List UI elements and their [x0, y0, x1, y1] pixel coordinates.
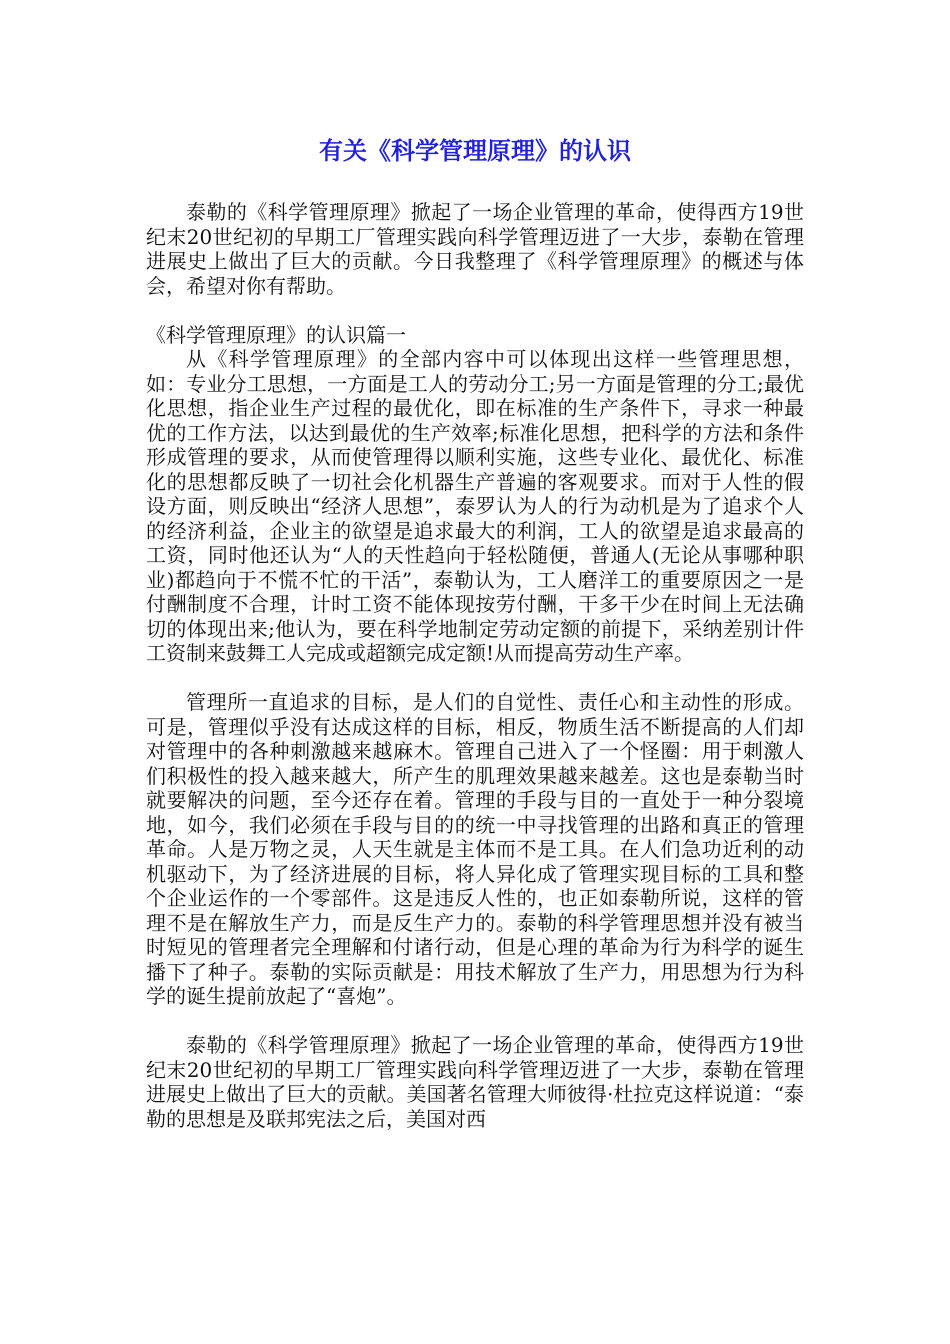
document-body [146, 200, 804, 1131]
body-paragraph-2: 管理所一直追求的目标，是人们的自觉性、责任心和主动性的形成。可是，管理似乎没有达成这样的目标，相反，物质生活不断提高的人们却对管理中的各种刺激越来越麻木。管理自己进入了一个怪圈：用于刺激人们积极性的投入越来越大，所产生的肌理效果越来越差。这也是泰勒当时就要解决的问题，至今还存在着。管理的手段与目的一直处于一种分裂境地，如今，我们必须在手段与目的的统一中寻找管理的出路和真正的管理革命。人是万物之灵，人天生就是主体而不是工具。在人们急功近利的动机驱动下，为了经济进展的目标，将人异化成了管理实现目标的工具和整个企业运作的一个零部件。这是违反人性的，也正如泰勒所说，这样的管理不是在解放生产力，而是反生产力的。泰勒的科学管理思想并没有被当时短见的管理者完全理解和付诸行动，但是心理的革命为行为科学的诞生播下了种子。泰勒的实际贡献是：用技术解放了生产力，用思想为行为科学的诞生提前放起了“喜炮”。 [146, 690, 804, 1008]
section-heading: 《科学管理原理》的认识篇一 [146, 322, 406, 347]
document-title: 有关《科学管理原理》的认识 [319, 137, 631, 165]
paragraph-spacer [146, 666, 804, 691]
paragraph-spacer [146, 298, 804, 323]
intro-paragraph: 泰勒的《科学管理原理》掀起了一场企业管理的革命，使得西方19世纪末20世纪初的早期工厂管理实践向科学管理迈进了一大步，泰勒在管理进展史上做出了巨大的贡献。今日我整理了《科学管理原理》的概述与体会，希望对你有帮助。 [146, 200, 804, 298]
body-paragraph-1: 从《科学管理原理》的全部内容中可以体现出这样一些管理思想，如：专业分工思想，一方面是工人的劳动分工;另一方面是管理的分工;最优化思想，指企业生产过程的最优化，即在标准的生产条件下，寻求一种最优的工作方法，以达到最优的生产效率;标准化思想，把科学的方法和条件形成管理的要求，从而使管理得以顺利实施，这些专业化、最优化、标准化的思想都反映了一切社会化机器生产普遍的客观要求。而对于人性的假设方面，则反映出“经济人思想”，泰罗认为人的行为动机是为了追求个人的经济利益，企业主的欲望是追求最大的利润，工人的欲望是追求最高的工资，同时他还认为“人的天性趋向于轻松随便，普通人(无论从事哪种职业)都趋向于不慌不忙的干活”，泰勒认为，工人磨洋工的重要原因之一是付酬制度不合理，计时工资不能体现按劳付酬，干多干少在时间上无法确切的体现出来;他认为，要在科学地制定劳动定额的前提下，采纳差别计件工资制来鼓舞工人完成或超额完成定额!从而提高劳动生产率。 [146, 347, 804, 665]
body-paragraph-3: 泰勒的《科学管理原理》掀起了一场企业管理的革命，使得西方19世纪末20世纪初的早期工厂管理实践向科学管理迈进了一大步，泰勒在管理进展史上做出了巨大的贡献。美国著名管理大师彼得·杜拉克这样说道：“泰勒的思想是及联邦宪法之后，美国对西 [146, 1033, 804, 1131]
paragraph-spacer [146, 1009, 804, 1034]
